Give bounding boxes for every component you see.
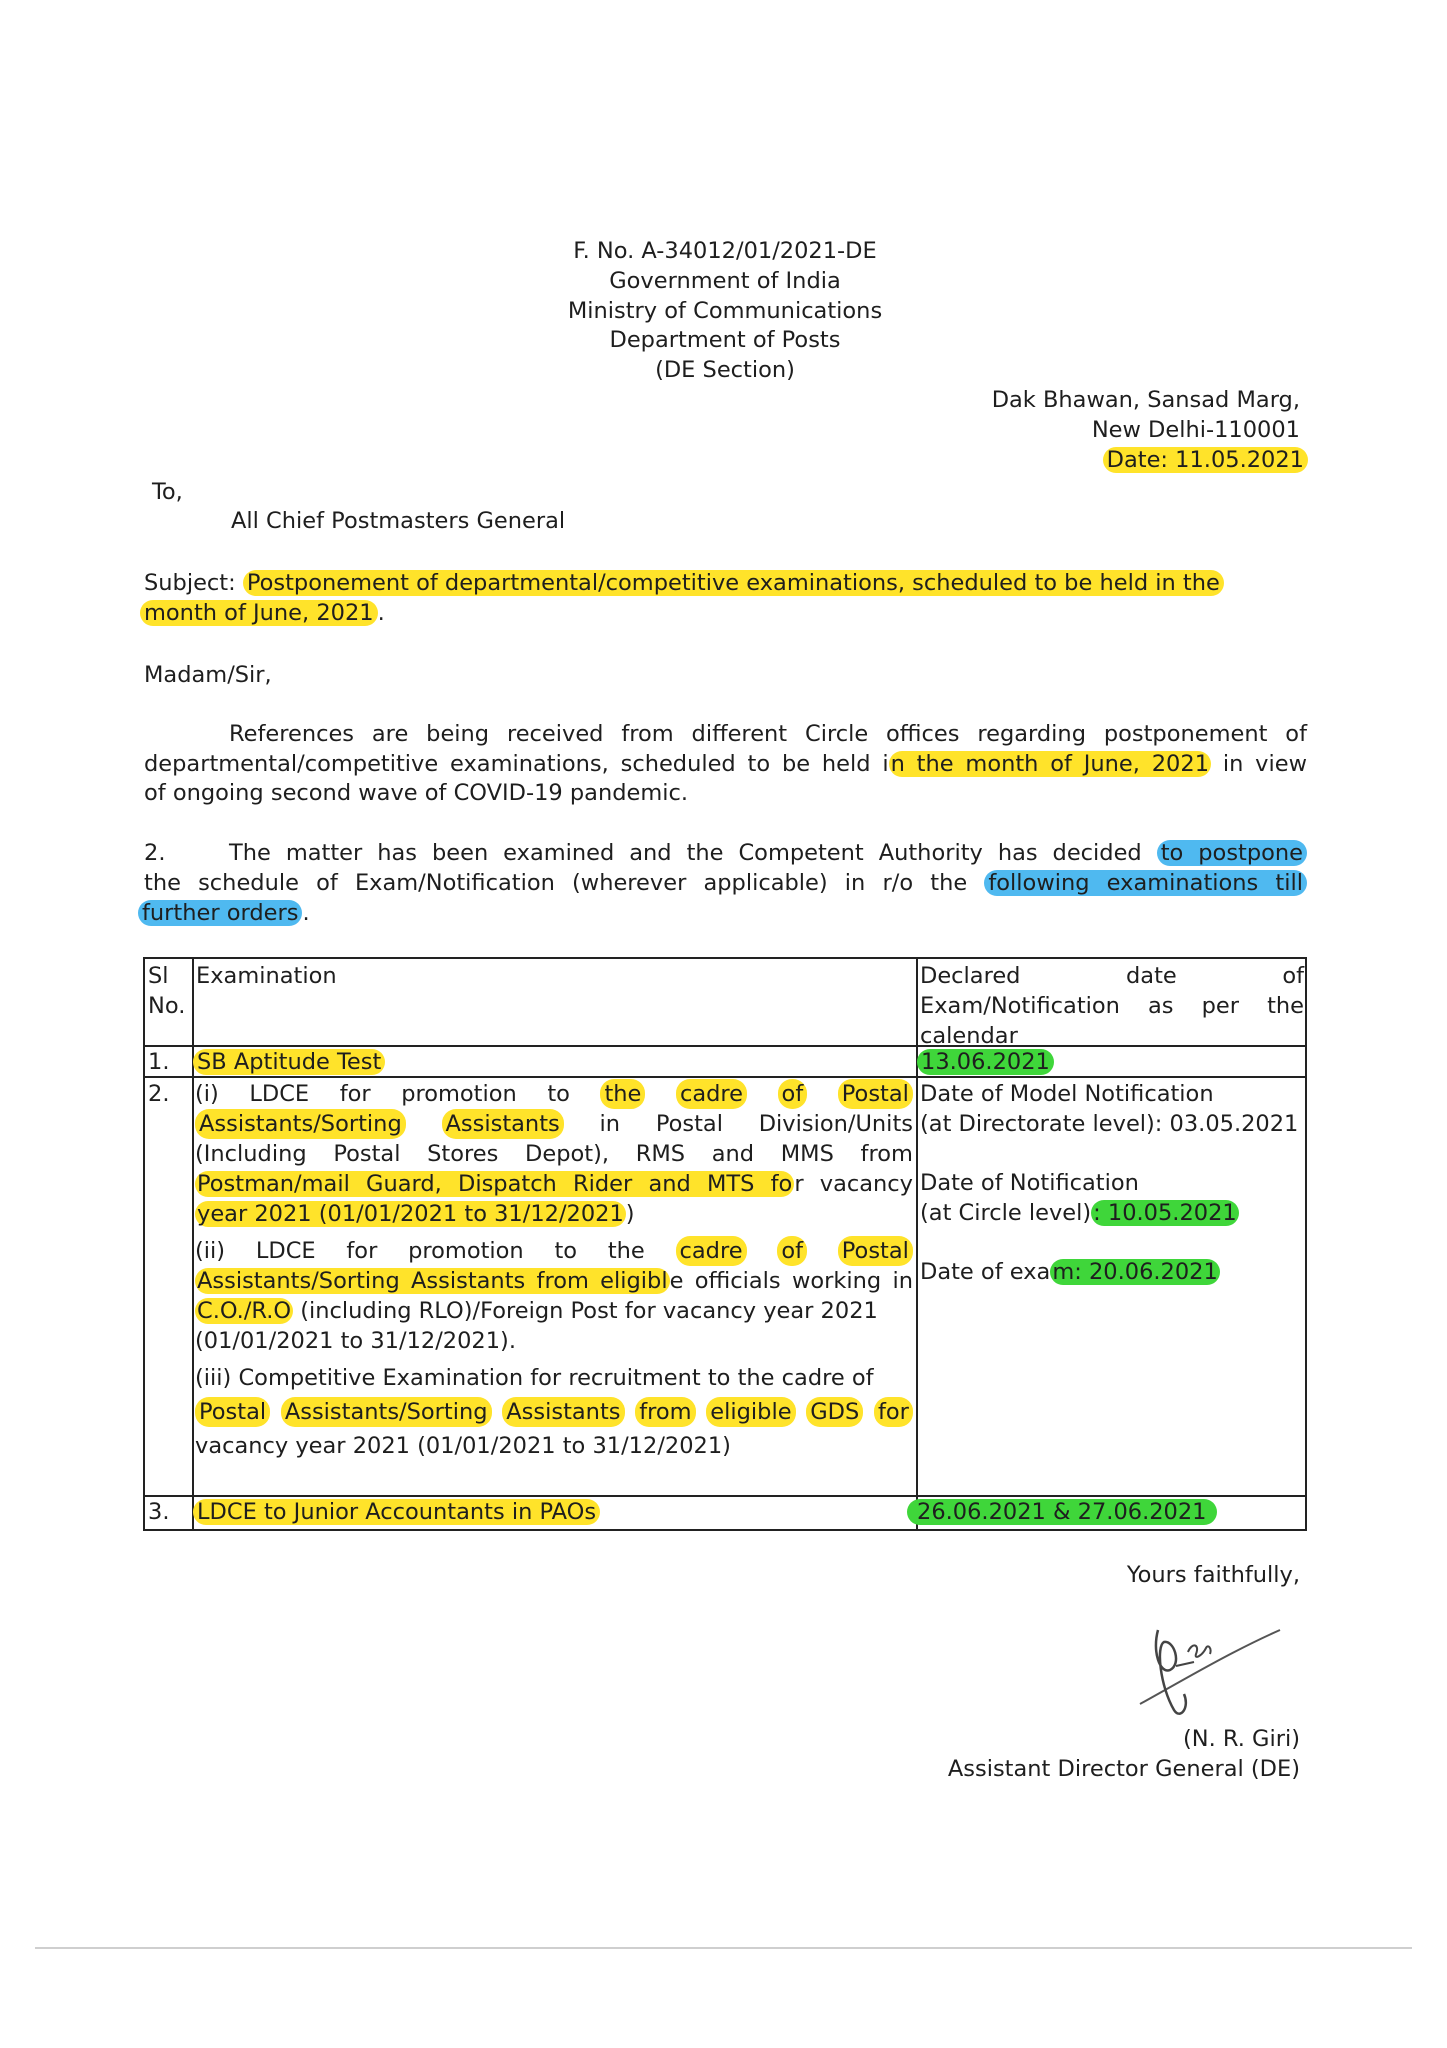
header-declared-word: per: [1201, 993, 1239, 1019]
para2-highlight-further: further orders: [138, 900, 302, 926]
row2-ii-line-1: [195, 1236, 913, 1266]
row1-date-highlight: 13.06.2021: [917, 1049, 1054, 1075]
row2-word: (i): [195, 1081, 219, 1107]
yours-faithfully: Yours faithfully,: [1126, 1562, 1300, 1588]
para1-line-2: [144, 749, 1307, 779]
row2-word: Division/Units: [758, 1111, 913, 1137]
exam-date: [920, 1257, 1306, 1287]
salutation: Madam/Sir,: [144, 662, 272, 688]
row2-exam: [195, 1079, 913, 1461]
row2-word-highlight: Postal: [195, 1397, 270, 1427]
row3-date: [907, 1497, 1217, 1527]
row2-word: (ii): [195, 1238, 226, 1264]
header-declared-word: the: [1267, 993, 1304, 1019]
row2-highlight: C.O./R.O: [197, 1298, 292, 1324]
header-department: Department of Posts: [609, 327, 841, 353]
row2-word-highlight: of: [778, 1079, 808, 1109]
header-sl-line-1: Sl: [148, 963, 169, 989]
row2-text: ): [625, 1201, 635, 1227]
para1-text-c: in view: [1222, 751, 1307, 777]
row2-ii-line-2: [195, 1266, 913, 1296]
para2-end: .: [302, 900, 310, 926]
row2-highlight: Assistants/Sorting Assistants from eligibl: [197, 1268, 668, 1294]
row1-exam-highlight: SB Aptitude Test: [193, 1049, 385, 1075]
header-declared-word: Declared: [920, 963, 1021, 989]
para2-line-1: [229, 838, 1307, 868]
para1-line-3: of ongoing second wave of COVID-19 pandemic.: [144, 780, 689, 806]
row2-word: to: [554, 1238, 578, 1264]
row2-highlight: year 2021 (01/01/2021 to 31/12/2021: [197, 1201, 624, 1227]
row2-text: r vacancy: [794, 1171, 913, 1197]
para2-line-2: [144, 868, 1307, 898]
row2-iii-line-3: vacancy year 2021 (01/01/2021 to 31/12/2021): [195, 1433, 731, 1459]
row2-i-line-5: [195, 1199, 913, 1229]
model-notification-label: Date of Model Notification: [920, 1081, 1214, 1107]
row2-word: and: [711, 1141, 755, 1167]
header-examination: Examination: [196, 963, 337, 989]
row3-sl: 3.: [148, 1499, 170, 1525]
header-government: Government of India: [609, 268, 841, 294]
row2-word: from: [860, 1141, 913, 1167]
notification-label: Date of Notification: [920, 1170, 1139, 1196]
row2-word-highlight: cadre: [676, 1079, 747, 1109]
file-number: F. No. A-34012/01/2021-DE: [573, 238, 877, 264]
row2-word-highlight: Assistants: [442, 1109, 564, 1139]
row2-word-highlight: from: [635, 1397, 695, 1427]
row2-word-highlight: cadre: [676, 1236, 747, 1266]
para1-highlight: n the month of June, 2021: [890, 751, 1210, 777]
row2-word: promotion: [401, 1081, 517, 1107]
subject-label: Subject:: [144, 570, 236, 596]
header-sl-line-2: No.: [148, 993, 186, 1019]
para1-line-1: References are being received from different Circle offices regarding postponement of: [229, 721, 1307, 747]
row2-word: RMS: [635, 1141, 686, 1167]
row2-sl: 2.: [148, 1081, 170, 1107]
row2-word: promotion: [408, 1238, 524, 1264]
row2-word: Postal: [333, 1141, 401, 1167]
row2-word: LDCE: [255, 1238, 316, 1264]
address-line-2: New Delhi-110001: [1091, 417, 1300, 443]
row2-word: for: [346, 1238, 378, 1264]
notification-prefix: (at Circle level): [920, 1200, 1092, 1226]
subject-end: .: [377, 600, 385, 626]
para2-highlight-following: following examinations till: [984, 870, 1307, 896]
para2-highlight-postpone: to postpone: [1157, 840, 1307, 866]
letter-date-highlight: Date: 11.05.2021: [1103, 447, 1308, 473]
recipient: All Chief Postmasters General: [231, 508, 566, 534]
row2-ii-line-3: [195, 1296, 913, 1326]
header-sl: [148, 961, 190, 1021]
exam-date-highlight: m: 20.06.2021: [1052, 1259, 1218, 1285]
row3-date-highlight: 26.06.2021 & 27.06.2021: [907, 1499, 1217, 1525]
row2-word-highlight: of: [777, 1236, 807, 1266]
subject-text-2: month of June, 2021: [140, 600, 378, 626]
row2-word-highlight: Assistants: [502, 1397, 624, 1427]
para2-text-2a: the schedule of Exam/Notification (wherever applicable) in r/o the: [144, 870, 968, 896]
header-section: (DE Section): [655, 357, 795, 383]
row2-iii-line-1: (iii) Competitive Examination for recruitment to the cadre of: [195, 1365, 874, 1391]
row2-word: Stores: [427, 1141, 499, 1167]
row3-exam: [193, 1497, 600, 1527]
para2-number: 2.: [144, 840, 166, 866]
row2-text: e officials working in: [669, 1268, 913, 1294]
header-declared-word: of: [1282, 963, 1304, 989]
signature-image: [1130, 1612, 1290, 1722]
letter-date: [800, 445, 1308, 475]
header-declared-word: date: [1126, 963, 1177, 989]
row2-iii-line-2: [195, 1397, 913, 1427]
header-declared: [920, 961, 1304, 1051]
row1-sl: 1.: [148, 1049, 170, 1075]
row2-i-line-2: [195, 1109, 913, 1139]
signatory-name: (N. R. Giri): [1182, 1726, 1300, 1752]
row2-word: Postal: [655, 1111, 723, 1137]
exam-date-prefix: Date of exa: [920, 1259, 1051, 1285]
header-declared-line-2: [920, 991, 1304, 1021]
row2-word: (Including: [195, 1141, 307, 1167]
row2-word-highlight: for: [874, 1397, 913, 1427]
row2-word: in: [599, 1111, 621, 1137]
row1-date: [917, 1047, 1054, 1077]
row1-exam: [193, 1047, 385, 1077]
para1-text-a: departmental/competitive examinations, scheduled to be held i: [144, 751, 889, 777]
header-declared-word: Exam/Notification: [920, 993, 1120, 1019]
row2-word-highlight: the: [600, 1079, 645, 1109]
row2-i-line-1: [195, 1079, 913, 1109]
row2-highlight: Postman/mail Guard, Dispatch Rider and MTS fo: [197, 1171, 793, 1197]
header-declared-word: as: [1148, 993, 1174, 1019]
row2-word: the: [607, 1238, 645, 1264]
row2-word-highlight: GDS: [806, 1397, 863, 1427]
notification-value: [920, 1198, 1306, 1228]
row2-word: for: [339, 1081, 371, 1107]
header-declared-line-1: [920, 961, 1304, 991]
row2-i-line-3: [195, 1139, 913, 1169]
notification-date-highlight: : 10.05.2021: [1093, 1200, 1237, 1226]
signatory-designation: Assistant Director General (DE): [947, 1756, 1300, 1782]
row2-i-line-4: [195, 1169, 913, 1199]
header-declared-line-3: calendar: [920, 1023, 1018, 1049]
row2-word: LDCE: [249, 1081, 310, 1107]
row2-word-highlight: Postal: [838, 1236, 913, 1266]
examination-table: [143, 957, 1307, 1531]
para2-line-3: [138, 898, 310, 928]
row2-word: to: [547, 1081, 570, 1107]
subject-line-2: [140, 598, 385, 628]
row2-word-highlight: Postal: [838, 1079, 913, 1109]
row3-exam-highlight: LDCE to Junior Accountants in PAOs: [193, 1499, 600, 1525]
row2-ii-line-4: (01/01/2021 to 31/12/2021).: [195, 1328, 516, 1354]
row2-word-highlight: eligible: [706, 1397, 795, 1427]
header-ministry: Ministry of Communications: [567, 298, 883, 324]
row2-word-highlight: Assistants/Sorting: [281, 1397, 492, 1427]
page-bottom-divider: [35, 1947, 1412, 1949]
row2-dates: [920, 1079, 1306, 1287]
row2-word-highlight: Assistants/Sorting: [195, 1109, 406, 1139]
row2-text: (including RLO)/Foreign Post for vacancy year 2021: [293, 1298, 878, 1324]
address-line-1: Dak Bhawan, Sansad Marg,: [991, 387, 1300, 413]
row2-word: Depot),: [525, 1141, 609, 1167]
para2-text-1a: The matter has been examined and the Competent Authority has decided: [229, 840, 1142, 866]
row2-word: MMS: [780, 1141, 834, 1167]
subject-text-1: Postponement of departmental/competitive examinations, scheduled to be held in the: [243, 570, 1224, 596]
subject-line-1: [144, 568, 1310, 598]
to-label: To,: [152, 479, 183, 505]
model-notification-value: (at Directorate level): 03.05.2021: [920, 1111, 1299, 1137]
